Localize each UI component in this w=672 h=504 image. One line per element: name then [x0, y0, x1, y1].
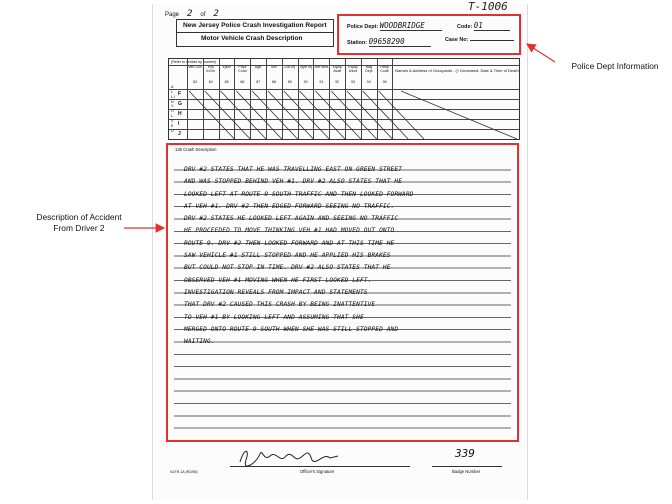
code-row: [457, 21, 510, 31]
code-value: 01: [474, 21, 510, 31]
ruled-lines: [174, 158, 511, 434]
police-callout-arrow: [527, 44, 555, 62]
grid-column-header: Type Inj: [299, 65, 312, 69]
page-of-label: of: [200, 12, 206, 18]
grid-column-code: 88: [272, 80, 276, 84]
file-number: T-1006: [468, 0, 508, 13]
grid-column-code: 92: [335, 80, 340, 84]
all-involved-label: A L L I N V O L V E D: [171, 85, 175, 133]
grid-column-header: Resp Code: [380, 65, 389, 73]
description-line: LOOKED LEFT AT ROUTE 9 SOUTH TRAFFIC AND THEN LOOKED FORWARD: [184, 190, 414, 198]
police-info-highlight: [337, 14, 521, 55]
description-line: TO VEH #1 BY LOOKING LEFT AND ASSUMING THAT SHE: [184, 313, 364, 321]
crash-description-label: 135 Crash Description: [175, 147, 217, 152]
grid-column-code: 93: [351, 80, 355, 84]
description-callout: [34, 212, 124, 234]
description-line: INVESTIGATION REVEALS FROM IMPACT AND STATEMENTS: [184, 288, 368, 296]
grid-column-code: 89: [287, 80, 292, 84]
description-line: BUT COULD NOT STOP IN TIME. DRV #2 ALSO STATES THAT HE: [184, 264, 391, 272]
description-line: DRV #2 STATES HE LOOKED LEFT AGAIN AND SEEING NO TRAFFIC: [184, 215, 399, 223]
grid-column-header: Eject: [222, 65, 231, 69]
description-line: AT VEH #1. DRV #2 THEN EDGED FORWARD SEEING NO TRAFFIC.: [184, 202, 395, 210]
occupant-names-header: Names & Address of Occupants - († Deceased, Date & Time of Death: [395, 68, 519, 73]
description-line: HE PROCEEDED TO MOVE THINKING VEH #1 HAD MOVED OUT ONTO: [184, 227, 395, 235]
strike-line: [401, 91, 517, 139]
grid-column-code: 90: [303, 80, 308, 84]
occupant-involvement-grid: [168, 58, 520, 140]
grid-column-code: 83: [193, 80, 197, 84]
grid-column-code: 87: [256, 80, 261, 84]
description-line: OBSERVED VEH #1 MOVING WHEN HE FIRST LOOKED LEFT.: [184, 276, 372, 284]
grid-column-code: 91: [319, 80, 324, 84]
grid-row-label: H: [178, 111, 182, 117]
description-line: AND WAS STOPPED BEHIND VEH #1. DRV #2 ALSO STATES THAT HE: [184, 178, 403, 186]
strike-through-lines: [169, 59, 521, 141]
case-label: Case No:: [445, 37, 469, 43]
officer-signature-label: Officer's Signature: [300, 469, 335, 474]
description-line: MERGED ONTO ROUTE 9 SOUTH WHEN SHE WAS STILL STOPPED AND: [184, 325, 399, 333]
officer-signature-image: [234, 446, 344, 468]
grid-column-code: 94: [366, 80, 371, 84]
grid-column-code: 95: [382, 80, 387, 84]
grid-column-header: Equip Used: [348, 65, 358, 73]
description-line: WAITING.: [184, 338, 215, 346]
grid-column-header: Pos In/On: [206, 65, 216, 73]
grid-column-code: 85: [224, 80, 229, 84]
grid-column-header: Veh Occ: [188, 65, 202, 69]
description-line: DRV #2 STATES THAT HE WAS TRAVELLING EAST ON GREEN STREET: [184, 166, 403, 173]
grid-row-label: F: [178, 91, 182, 97]
grid-column-header: Bag Depl: [365, 65, 373, 73]
description-callout-line1: Description of Accident: [36, 212, 122, 222]
station-row: [347, 37, 431, 47]
form-code: NJTR-1A (R2/06): [170, 470, 198, 474]
refer-note: (Refer to vehicle by number): [171, 60, 217, 64]
police-dept-label: Police Dept:: [347, 24, 379, 30]
report-subtitle: Motor Vehicle Crash Description: [201, 35, 303, 42]
grid-column-header: Sex: [270, 65, 278, 69]
description-callout-line2: From Driver 2: [53, 223, 105, 233]
grid-column-header: Ref Med: [314, 65, 329, 69]
police-dept-row: [347, 21, 442, 31]
description-line: THAT DRV #2 CAUSED THIS CRASH BY BEING INATTENTIVE: [184, 301, 376, 309]
crash-description-highlight: [166, 143, 519, 442]
grid-column-header: Age: [254, 65, 262, 69]
station-value: 09658290: [369, 37, 431, 47]
police-info-callout: Police Dept Information: [571, 61, 659, 71]
badge-number-label: Badge Number: [452, 469, 481, 474]
code-label: Code:: [457, 24, 473, 30]
report-title: New Jersey Police Crash Investigation Report: [183, 22, 327, 29]
crash-description-text: [184, 164, 518, 348]
page-total: 2: [207, 9, 225, 20]
page-number: 2: [181, 9, 199, 20]
grid-column-header: Phys Cond: [238, 65, 247, 73]
title-divider: [177, 32, 333, 33]
grid-row-label: G: [178, 101, 182, 107]
grid-row-label: I: [178, 121, 180, 127]
grid-column-code: 84: [208, 80, 213, 84]
grid-column-header: Loc Inj: [284, 65, 296, 69]
case-row: [445, 37, 514, 43]
badge-number-value: 339: [455, 447, 475, 460]
grid-column-header: Equip Avail: [332, 65, 342, 73]
police-dept-value: WOODBRIDGE: [380, 21, 442, 31]
grid-column-code: 86: [240, 80, 245, 84]
badge-number-line: [432, 466, 502, 467]
description-line: ROUTE 9. DRV #2 THEN LOOKED FORWARD AND AT THIS TIME HE: [184, 239, 395, 247]
page-label: Page: [165, 12, 180, 18]
case-value: [470, 40, 514, 41]
officer-signature-line: [230, 466, 410, 467]
report-title-box: [176, 19, 334, 47]
grid-row-label: J: [178, 131, 181, 137]
description-line: SAW VEHICLE #1 STILL STOPPED AND HE APPLIED HIS BRAKES: [184, 252, 391, 260]
station-label: Station:: [347, 40, 368, 46]
signature-area: [166, 446, 519, 486]
